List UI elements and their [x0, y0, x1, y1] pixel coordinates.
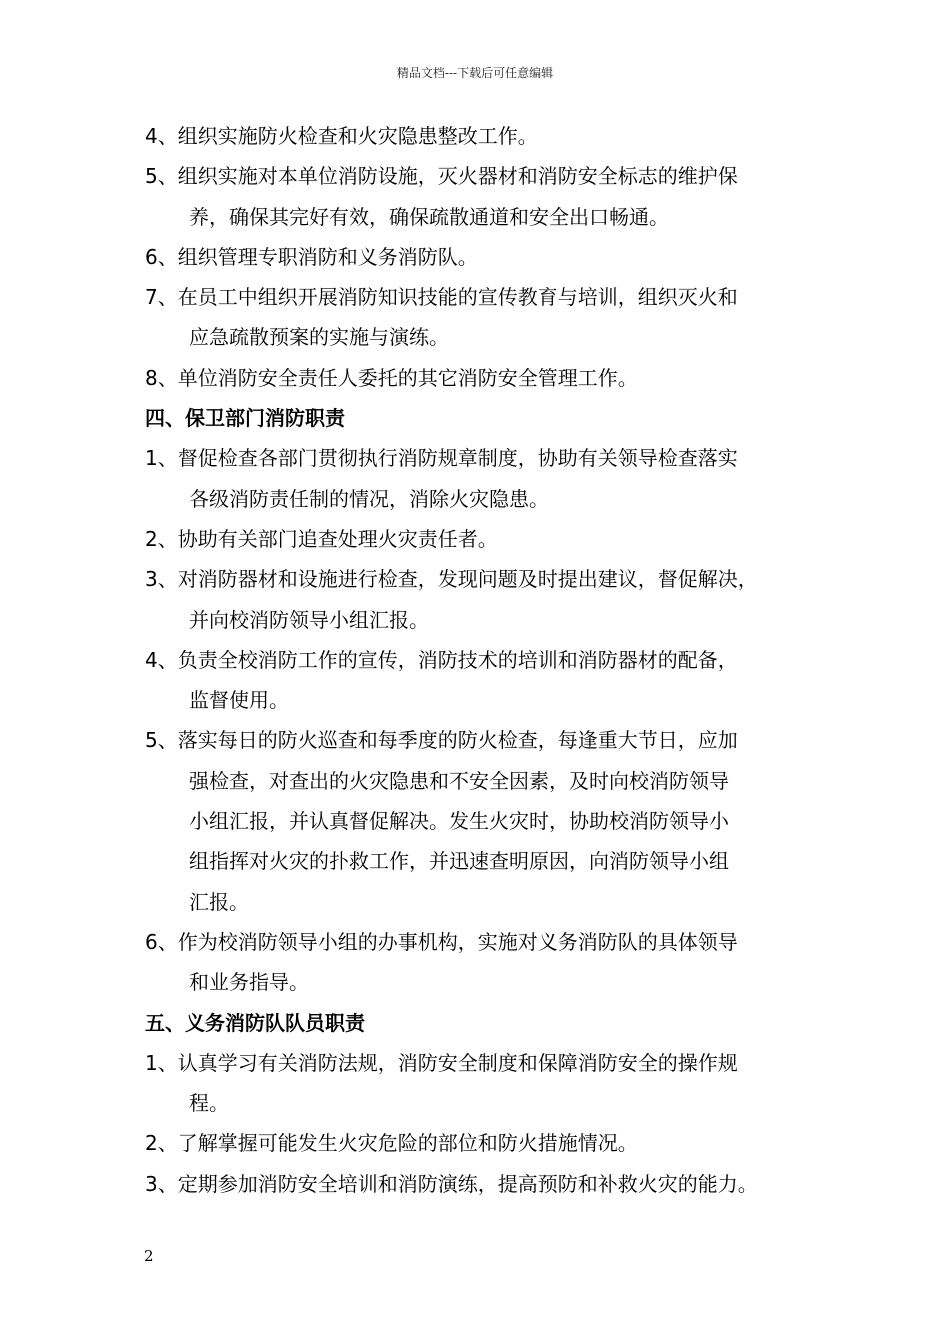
- paragraph-continuation: 养，确保其完好有效，确保疏散通道和安全出口畅通。: [189, 204, 669, 229]
- paragraph-continuation: 各级消防责任制的情况，消除火灾隐患。: [189, 486, 549, 511]
- paragraph-continuation: 汇报。: [189, 889, 249, 914]
- section-heading: 四、保卫部门消防职责: [145, 406, 345, 431]
- list-item: 3、定期参加消防安全培训和消防演练，提高预防和补救火灾的能力。: [145, 1171, 758, 1196]
- list-item: 4、组织实施防火检查和火灾隐患整改工作。: [145, 124, 538, 148]
- list-item: 4、负责全校消防工作的宣传，消防技术的培训和消防器材的配备，: [145, 647, 738, 672]
- paragraph-continuation: 程。: [189, 1091, 229, 1116]
- paragraph-continuation: 监督使用。: [189, 688, 289, 713]
- section-heading: 五、义务消防队队员职责: [145, 1010, 365, 1035]
- list-item: 5、落实每日的防火巡查和每季度的防火检查，每逢重大节日，应加: [145, 728, 738, 753]
- list-item: 7、在员工中组织开展消防知识技能的宣传教育与培训，组织灭火和: [145, 285, 738, 310]
- list-item: 2、了解掌握可能发生火灾危险的部位和防火措施情况。: [145, 1131, 638, 1156]
- list-item: 6、组织管理专职消防和义务消防队。: [145, 244, 478, 269]
- paragraph-continuation: 和业务指导。: [189, 970, 309, 995]
- list-item: 8、单位消防安全责任人委托的其它消防安全管理工作。: [145, 365, 638, 390]
- page-number: 2: [144, 1247, 154, 1265]
- paragraph-continuation: 并向校消防领导小组汇报。: [189, 607, 429, 632]
- list-item: 3、对消防器材和设施进行检查，发现问题及时提出建议，督促解决，: [145, 567, 758, 592]
- list-item: 1、认真学习有关消防法规，消防安全制度和保障消防安全的操作规: [145, 1050, 738, 1075]
- list-item: 1、督促检查各部门贯彻执行消防规章制度，协助有关领导检查落实: [145, 446, 738, 471]
- page-header: 精品文档---下载后可任意编辑: [396, 66, 554, 80]
- paragraph-continuation: 小组汇报，并认真督促解决。发生火灾时，协助校消防领导小: [189, 809, 729, 834]
- paragraph-continuation: 应急疏散预案的实施与演练。: [189, 325, 449, 350]
- paragraph-continuation: 组指挥对火灾的扑救工作，并迅速查明原因，向消防领导小组: [189, 849, 729, 874]
- document-body: [145, 116, 825, 1204]
- list-item: 5、组织实施对本单位消防设施，灭火器材和消防安全标志的维护保: [145, 164, 738, 189]
- list-item: 2、协助有关部门追查处理火灾责任者。: [145, 526, 498, 551]
- list-item: 6、作为校消防领导小组的办事机构，实施对义务消防队的具体领导: [145, 929, 738, 954]
- paragraph-continuation: 强检查，对查出的火灾隐患和不安全因素，及时向校消防领导: [189, 768, 729, 793]
